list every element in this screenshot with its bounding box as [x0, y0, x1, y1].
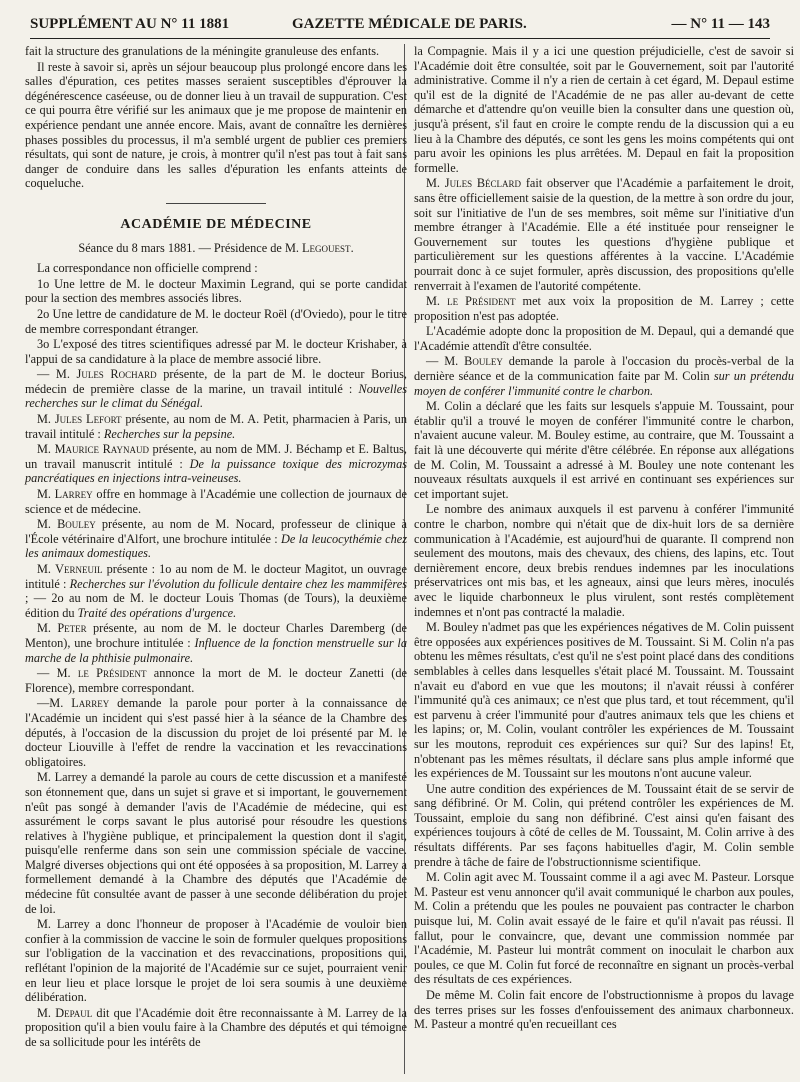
page-header	[30, 12, 770, 39]
paragraph: M. Jules Béclard fait observer que l'Académie a parfaitement le droit, sans être officiellement saisie de la question, de la mettre à son ordre du jour, soit sur l'initiative de l'un de ses membres, soit même sur l'initiative d'un membre étranger à l'Académie. Elle a été instituée pour renseigner le Gouvernement sur toutes les questions d'hygiène publique et particulièrement sur les questions afférentes à la vaccine. L'Académie pourrait donc à ce sujet formuler, après discussion, des propositions qu'elle renverrait à l'examen de l'autorité compétente.	[414, 176, 794, 293]
right-column	[414, 44, 794, 1033]
section-rule	[166, 203, 266, 204]
paragraph: Il reste à savoir si, après un séjour beaucoup plus prolongé encore dans les salles d'épuration, ces petites masses seraient susceptibles d'éprouver la dégénérescence caséeuse, ou de donner lieu à un travail de suppuration. C'est ce qui pourra être vérifié sur les animaux que je me propose de maintenir en expérience pendant une année encore. Mais, avant de connaître les dernières phases possibles du processus, il m'a semblé urgent de publier ces premiers résultats, qui sont de nature, je crois, à montrer qu'il n'est pas tout à fait sans danger de conduire dans les salles d'épuration les enfants atteints de coqueluche.	[25, 59, 407, 191]
paragraph: la Compagnie. Mais il y a ici une question préjudicielle, c'est de savoir si l'Académie doit être consultée, soit par le Gouvernement, soit par l'autorité administrative. Comme il n'y a rien de certain à cet égard, M. Depaul estime qu'il est de la dignité de l'Académie de ne pas aller au-devant de cette démarche et d'attendre qu'on veuille bien la consulter dans une question où, jusqu'à présent, s'il faut en croire le compte rendu de la discussion qui a eu lieu à la Chambre des députés, ce sont les gens les moins compétents qui ont paru avoir les opinions les plus arrêtées. M. Depaul en fait la proposition formelle.	[414, 44, 794, 175]
paragraph: Le nombre des animaux auxquels il est parvenu à conférer l'immunité contre le charbon, nombre qui n'était que de dix-huit lors de sa dernière communication à l'Académie, est aujourd'hui de quarante. Il comprend non seulement des moutons, mais des chevaux, des chiens, des lapins, etc. Tout dernièrement encore, deux brebis rendues indemnes par les inoculations préservatrices ont mis bas, et les agneaux, ainsi que leurs mères, inoculés avec le liquide charbonneux le plus virulent, sont restés complètement indemnes et n'ont pas contracté la maladie.	[414, 502, 794, 619]
paragraph: 2o Une lettre de candidature de M. le docteur Roël (d'Oviedo), pour le titre de membre correspondant étranger.	[25, 306, 407, 336]
header-journal-title: GAZETTE MÉDICALE DE PARIS.	[292, 16, 527, 32]
paragraph: M. Colin a déclaré que les faits sur lesquels s'appuie M. Toussaint, pour établir qu'il a trouvé le moyen de conférer l'immunité contre le charbon, n'avaient aucune valeur. M. Bouley estime, au contraire, que M. Toussaint a fait là une découverte qui mérite d'être célébrée. En réponse aux allégations de M. Colin, M. Toussaint a adressé à M. Bouley une note contenant les nouveaux résultats auxquels il est arrivé en continuant ses expériences sur cet important sujet.	[414, 399, 794, 501]
paragraph: —M. Larrey demande la parole pour porter à la connaissance de l'Académie un incident qui s'est passé hier à la séance de la Chambre des députés, à l'occasion de la discussion du projet de loi présenté par M. le docteur Liouville à l'effet de rendre la vaccination et les revaccinations obligatoires.	[25, 696, 407, 769]
paragraph: fait la structure des granulations de la méningite granuleuse des enfants.	[25, 44, 380, 58]
section-title: ACADÉMIE DE MÉDECINE	[120, 216, 312, 232]
paragraph: De même M. Colin fait encore de l'obstructionnisme à propos du lavage des terres prises sur les fosses d'enfouissement des animaux charbonneux. M. Pasteur a montré qu'en recueillant ces	[414, 988, 794, 1032]
paragraph: M. Maurice Raynaud présente, au nom de MM. J. Béchamp et E. Baltus, un travail manuscrit intitulé : De la puissance toxique des microzymas pancréatiques en injections intra-veineuses.	[25, 442, 408, 486]
paragraph: M. Jules Lefort présente, au nom de M. A. Petit, pharmacien à Paris, un travail intitulé : Recherches sur la pepsine.	[25, 412, 407, 441]
paragraph: M. Larrey offre en hommage à l'Académie une collection de journaux de science et de médecine.	[25, 487, 407, 516]
paragraph: La correspondance non officielle comprend :	[37, 261, 258, 276]
paragraph: — M. Jules Rochard présente, de la part de M. le docteur Borius, médecin de première classe de la marine, un travail intitulé : Nouvelles recherches sur le climat du Sénégal.	[25, 367, 407, 411]
paragraph: M. Larrey a demandé la parole au cours de cette discussion et a manifesté son étonnement que, dans un sujet si grave et si important, le gouvernement n'eût pas songé à demander l'avis de l'Académie de médecine, qui est assurément le corps savant le plus autorisé pour résoudre les questions relatives à l'hygiène publique, et principalement la question dont il s'agit, puisqu'elle renferme dans son sein une commission spéciale de vaccine. Malgré diverses objections qui ont été opposées à sa proposition, M. Larrey a formellement demandé à la Chambre des députés que l'Académie de médecine fût consultée avant de passer à une seconde délibération du projet de loi.	[25, 770, 407, 916]
paragraph: — M. le Président annonce la mort de M. le docteur Zanetti (de Florence), membre correspondant.	[25, 666, 407, 695]
paragraph: M. le Président met aux voix la proposition de M. Larrey ; cette proposition n'est pas adoptée.	[414, 294, 794, 323]
header-supplement: SUPPLÉMENT AU N° 11 1881	[30, 16, 230, 32]
paragraph: Une autre condition des expériences de M. Toussaint était de se servir de sang défibriné. Or M. Colin, qui prétend contrôler les expériences de M. Toussaint, emploie du sang non défibriné. C'est ainsi qu'en faisant des expériences toujours à côté de celles de M. Toussaint, M. Colin arrive à des résultats différents. Par ses façons habituelles d'agir, M. Colin semble prendre à tâche de faire de l'obstructionnisme scientifique.	[414, 781, 794, 869]
left-column	[25, 44, 407, 1051]
paragraph: M. Larrey a donc l'honneur de proposer à l'Académie de vouloir bien confier à la commission de vaccine le soin de formuler quelques propositions sur l'obligation de la vaccination et des revaccinations, propositions qui, reflétant l'opinion de la majorité de l'Académie sur ce sujet, pourraient venir en leur lieu et place lorsque le projet de loi sera soumis à une deuxième délibération.	[25, 917, 407, 1005]
paragraph: L'Académie adopte donc la proposition de M. Depaul, qui a demandé que l'Académie attendît d'être consultée.	[414, 324, 794, 353]
paragraph: M. Verneuil présente : 1o au nom de M. le docteur Magitot, un ouvrage intitulé : Recherches sur l'évolution du follicule dentaire chez les mammifères ; — 2o au nom de M. le docteur Louis Thomas (de Tours), la deuxième édition du Traité des opérations d'urgence.	[25, 562, 408, 620]
paragraph: M. Peter présente, au nom de M. le docteur Charles Daremberg (de Menton), une brochure intitulée : Influence de la fonction menstruelle sur la marche de la phthisie pulmonaire.	[25, 621, 407, 665]
paragraph: 3o L'exposé des titres scientifiques adressé par M. le docteur Krishaber, à l'appui de sa candidature à la place de membre associé libre.	[25, 337, 407, 366]
paragraph: — M. Bouley demande la parole à l'occasion du procès-verbal de la dernière séance et de la communication faite par M. Colin sur un prétendu moyen de conférer l'immunité contre le charbon.	[414, 354, 794, 398]
paragraph: M. Bouley présente, au nom de M. Nocard, professeur de clinique à l'École vétérinaire d'Alfort, une brochure intitulée : De la leucocythémie chez les animaux domestiques.	[25, 517, 407, 561]
paragraph: M. Depaul dit que l'Académie doit être reconnaissante à M. Larrey de la proposition qu'il a bien voulu faire à la Chambre des députés et qui témoigne de sa sollicitude pour les intérêts de	[25, 1005, 407, 1049]
paragraph: 1o Une lettre de M. le docteur Maximin Legrand, qui se porte candidat pour la section des membres associés libres.	[25, 276, 407, 306]
paragraph: M. Bouley n'admet pas que les expériences négatives de M. Colin puissent être opposées aux expériences positives de M. Toussaint. Si M. Colin n'a pas obtenu les mêmes résultats, c'est qu'il ne s'est point placé dans des conditions semblables à celles dans lesquelles s'était placé M. Toussaint. M. Toussaint n'avait eu d'abord en vue que les moutons; il n'avait réussi à conférer l'immunité qu'à ces animaux; ce n'est que plus tard, et tout récemment, qu'il est parvenu à créer l'immunité pour d'autres animaux tels que les chiens et les lapins; or, M. Colin, voulant contrôler les expériences de M. Toussaint sur les moutons, reproduit ces expériences sur qui? Sur des lapins! Et, n'obtenant pas les mêmes résultats, il déclare sans plus ample informé que les expériences de M. Toussaint sur les moutons n'ont aucune valeur.	[414, 620, 794, 781]
paragraph: M. Colin agit avec M. Toussaint comme il a agi avec M. Pasteur. Lorsque M. Pasteur est venu annoncer qu'il avait communiqué le charbon aux poules, M. Colin a prétendu que les poules ne pouvaient pas contracter le charbon puisque lui, M. Colin avait essayé de le faire et qu'il n'avait pas réussi. Il fallut, pour le convaincre, que, devant une commission nommée par l'Académie, M. Pasteur lui montrât comment on inoculait le charbon aux poules, ce que M. Colin fut forcé de reconnaître en signant un procès-verbal des résultats de ces expériences.	[414, 870, 794, 987]
session-line: Séance du 8 mars 1881. — Présidence de M. Legouest.	[78, 240, 354, 255]
header-page-number: — N° 11 — 143	[671, 16, 770, 32]
